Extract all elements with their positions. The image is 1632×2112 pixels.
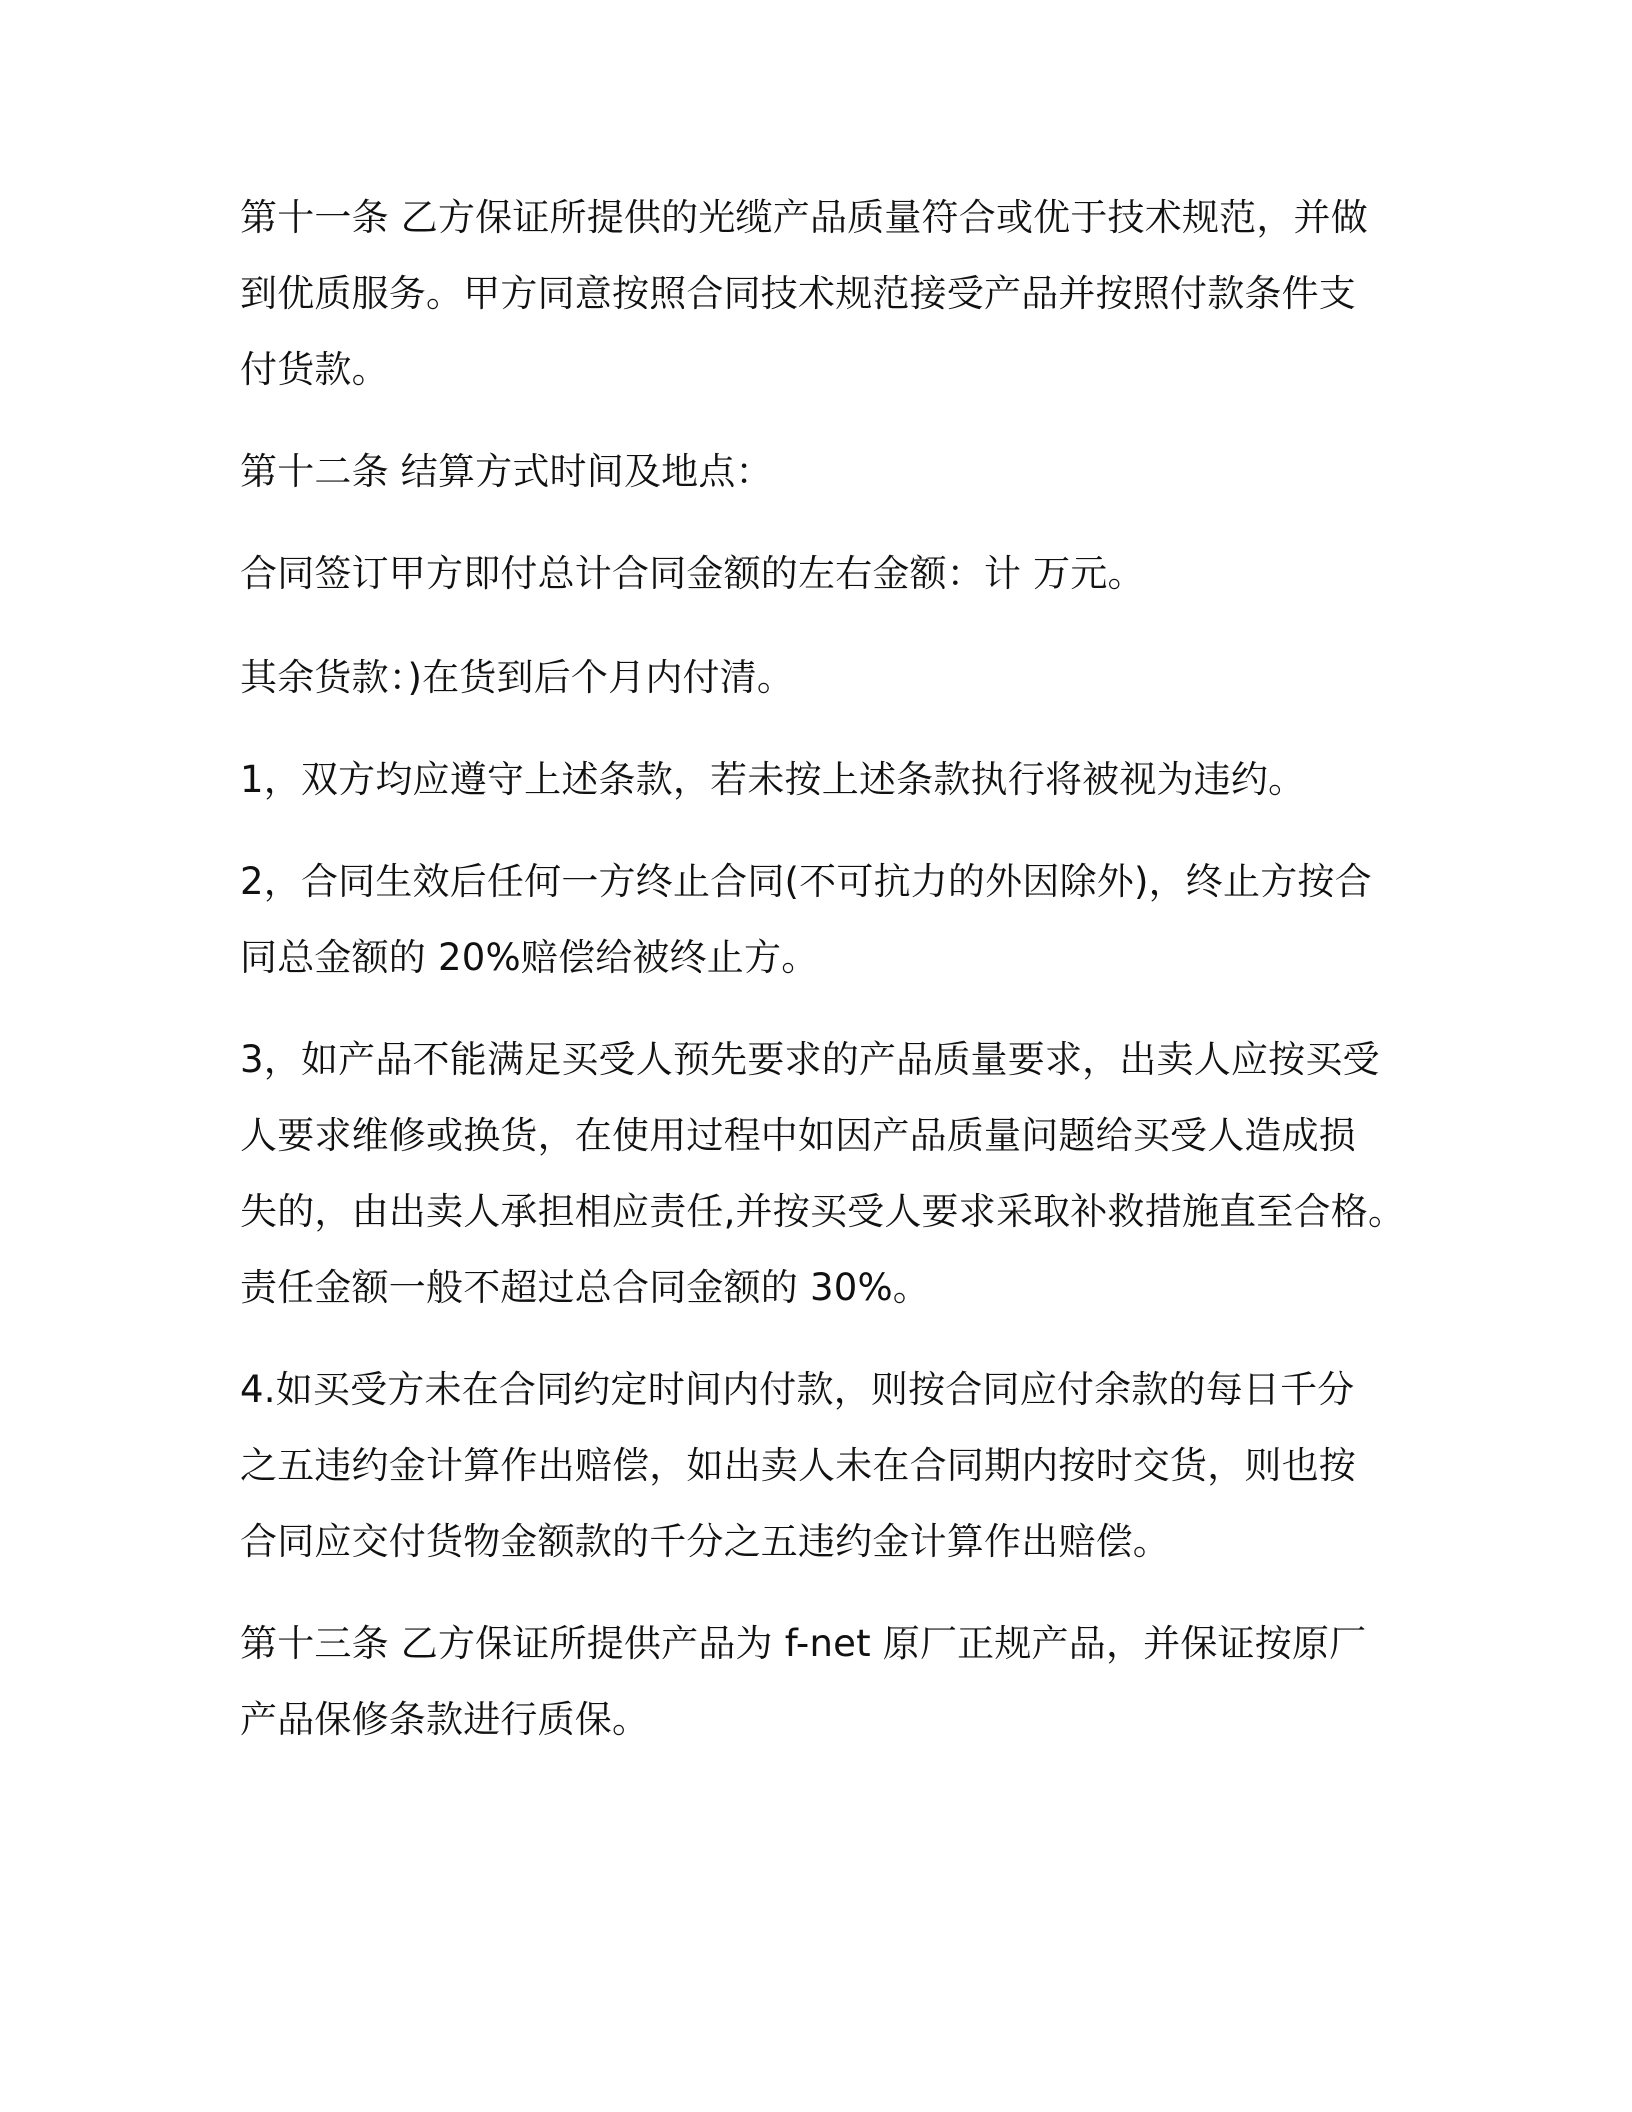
item-1-line: 1，双方均应遵守上述条款，若未按上述条款执行将被视为违约。 xyxy=(240,758,1306,801)
item-3-line-1: 3，如产品不能满足买受人预先要求的产品质量要求，出卖人应按买受 xyxy=(240,1038,1380,1081)
clause-11-line-3: 付货款。 xyxy=(240,348,389,391)
item-3-line-3: 失的，由出卖人承担相应责任,并按买受人要求采取补救措施直至合格。 xyxy=(240,1190,1406,1233)
item-4-line-1: 4.如买受方未在合同约定时间内付款，则按合同应付余款的每日千分 xyxy=(240,1368,1355,1411)
payment-balance-line: 其余货款：)在货到后个月内付清。 xyxy=(240,656,795,699)
item-4-line-3: 合同应交付货物金额款的千分之五违约金计算作出赔偿。 xyxy=(240,1520,1170,1563)
item-3-line-2: 人要求维修或换货，在使用过程中如因产品质量问题给买受人造成损 xyxy=(240,1114,1356,1157)
item-2-line-1: 2，合同生效后任何一方终止合同(不可抗力的外因除外)，终止方按合 xyxy=(240,860,1372,903)
payment-initial-line: 合同签订甲方即付总计合同金额的左右金额：计 万元。 xyxy=(240,552,1145,595)
clause-12-heading: 第十二条 结算方式时间及地点： xyxy=(240,450,773,493)
item-4-line-2: 之五违约金计算作出赔偿，如出卖人未在合同期内按时交货，则也按 xyxy=(240,1444,1356,1487)
item-3-line-4: 责任金额一般不超过总合同金额的 30%。 xyxy=(240,1266,930,1309)
clause-13-line-1: 第十三条 乙方保证所提供产品为 f-net 原厂正规产品，并保证按原厂 xyxy=(240,1622,1367,1665)
clause-13-line-2: 产品保修条款进行质保。 xyxy=(240,1698,650,1741)
item-2-line-2: 同总金额的 20%赔偿给被终止方。 xyxy=(240,936,819,979)
clause-11-line-1: 第十一条 乙方保证所提供的光缆产品质量符合或优于技术规范，并做 xyxy=(240,196,1368,239)
clause-11-line-2: 到优质服务。甲方同意按照合同技术规范接受产品并按照付款条件支 xyxy=(240,272,1356,315)
